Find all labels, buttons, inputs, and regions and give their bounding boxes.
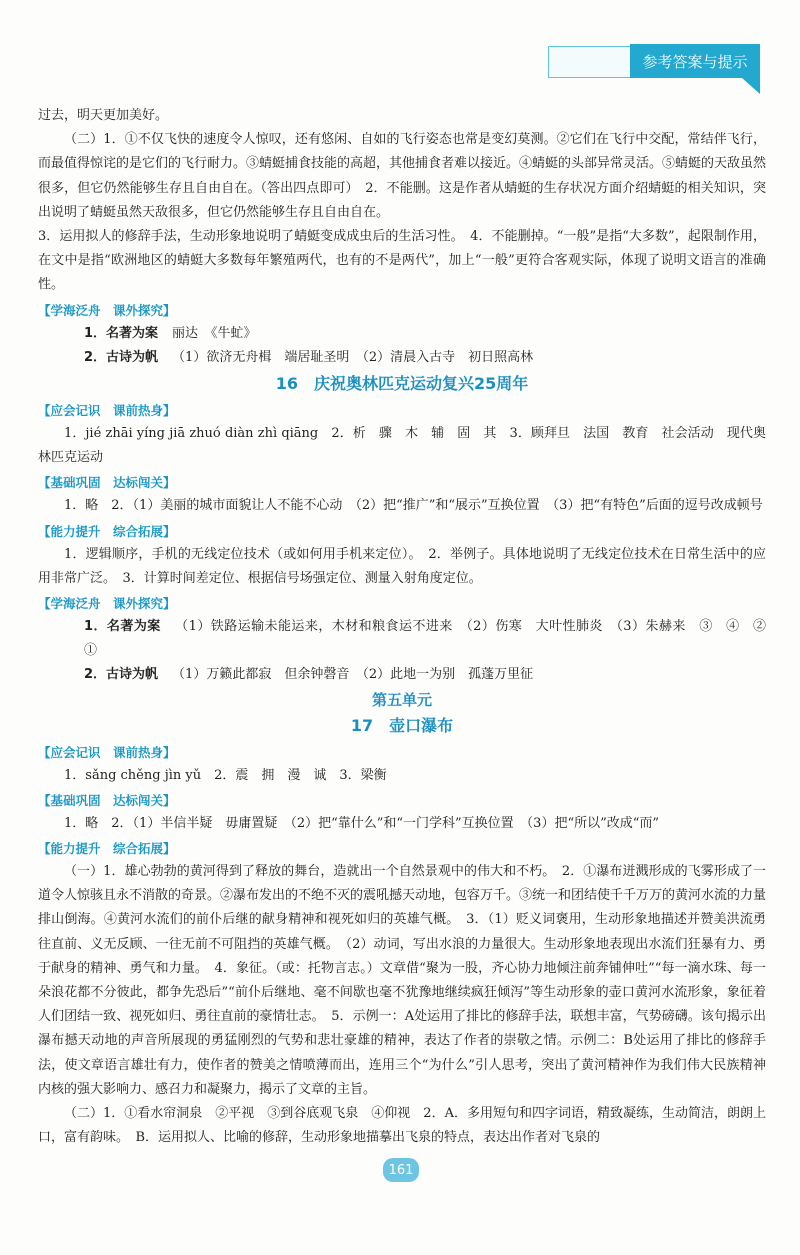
paragraph: （一）1．雄心勃勃的黄河得到了释放的舞台，造就出一个自然景观中的伟大和不朽。 2．①瀑布迸溅形成的飞雾形成了一道令人惊骇且永不消散的奇景。②瀑布发出的不绝不灭的震吼撼天动地，包容万千。③统一和团结使千千万万的黄河水流的力量排山倒海。④黄河水流们的前仆后继的献身精神和视死如归的英雄气概。 3．（1）贬义词褒用，生动形象地描述并赞美洪流勇往直前、义无反顾、一往无前不可阻挡的英雄气概。 （2）动词，写出水浪的力量很大。生动形象地表现出水流们狂暴有力、勇于献身的精神、勇气和力量。 4．象征。（或：托物言志。）文章借“聚为一股，齐心协力地倾注前奔铺伸吐”“每一滴水珠、每一朵浪花都不分彼此，都争先恐后”“前仆后继地、毫不间歇也毫不犹豫地继续疯狂倾泻”等生动形象的壶口黄河水流形象，象征着人们团结一致、视死如归、勇往直前的豪情壮志。 5．示例一：A处运用了排比的修辞手法，联想丰富，气势磅礴。该句揭示出瀑布撼天动地的声音所展现的勇猛刚烈的气势和悲壮豪雄的精神，表达了作者的崇敬之情。示例二：B处运用了排比的修辞手法，使文章语言雄壮有力，使作者的赞美之情喷薄而出，连用三个“为什么”引人思考，突出了黄河精神作为我们伟大民族精神内核的强大影响力、感召力和凝聚力，揭示了文章的主旨。 — [38, 864, 767, 1097]
page-number: 161 — [383, 1158, 419, 1182]
answer-item — [38, 615, 780, 663]
item-text: （1）铁路运输未能运来，木材和粮食运不进来 （2）伤寒 大叶性肺炎 （3）朱赫来 ③ ④ ② ① — [84, 619, 780, 659]
answer-item — [38, 346, 766, 370]
answer-item — [38, 663, 766, 687]
paragraph: 1．略 2．（1）半信半疑 毋庸置疑 （2）把“靠什么”和“一门学科”互换位置 （3）把“所以”改成“而” — [64, 815, 660, 831]
answer-content — [38, 104, 780, 1151]
paragraph: 1．sǎng chěng jìn yǔ 2．震 拥 漫 诚 3．梁衡 — [64, 767, 387, 783]
section-heading: 【能力提升 综合拓展】 — [38, 523, 176, 539]
item-text: （1）欲济无舟楫 端居耻圣明 （2）清晨入古寺 初日照高林 — [172, 349, 534, 365]
header-corner — [742, 78, 760, 94]
answer-item — [38, 322, 766, 346]
section-heading: 【学海泛舟 课外探究】 — [38, 302, 176, 318]
section-heading: 【学海泛舟 课外探究】 — [38, 596, 176, 612]
header-frame — [548, 46, 635, 78]
item-text: （1）万籁此都寂 但余钟磬音 （2）此地一为别 孤蓬万里征 — [172, 667, 534, 683]
paragraph: （二）1．①看水帘洞泉 ②平视 ③到谷底观飞泉 ④仰视 2．A．多用短句和四字词语，精致凝练，生动简洁，朗朗上口，富有韵味。 B．运用拟人、比喻的修辞，生动形象地描摹出飞泉的特点，表达出作者对飞泉的 — [38, 1106, 766, 1146]
paragraph: 1．逻辑顺序，手机的无线定位技术（或如何用手机来定位）。 2．举例子。具体地说明了无线定位技术在日常生活中的应用非常广泛。 3．计算时间差定位、根据信号场强定位、测量入射角度定位。 — [38, 546, 766, 586]
item-label: 2．古诗为帆 — [84, 349, 159, 365]
item-label: 2．古诗为帆 — [84, 667, 159, 683]
section-heading: 【基础巩固 达标闯关】 — [38, 792, 176, 808]
item-label: 1．名著为案 — [84, 325, 159, 341]
paragraph: 3．运用拟人的修辞手法，生动形象地说明了蜻蜓变成成虫后的生活习性。 4．不能删掉。“一般”是指“大多数”，起限制作用，在文中是指“欧洲地区的蜻蜓大多数每年繁殖两代，也有的不是两代”，加上“一般”更符合客观实际，体现了说明文语言的准确性。 — [38, 229, 766, 293]
lesson-title: 17 壶口瀑布 — [350, 715, 454, 735]
paragraph: （二）1．①不仅飞快的速度令人惊叹，还有悠闲、自如的飞行姿态也常是变幻莫测。②它们在飞行中交配，常结伴飞行，而最值得惊诧的是它们的飞行耐力。③蜻蜓捕食技能的高超，其他捕食者难以接近。④蜻蜓的头部异常灵活。⑤蜻蜓的天敌虽然很多，但它仍然能够生存且自由自在。（答出四点即可） 2．不能删。这是作者从蜻蜓的生存状况方面介绍蜻蜓的相关知识，突出说明了蜻蜓虽然天敌很多，但它仍然能够生存且自由自在。 — [38, 132, 767, 220]
item-label: 1．名著为案 — [84, 619, 161, 635]
paragraph: 过去，明天更加美好。 — [38, 108, 169, 123]
lesson-title: 16 庆祝奥林匹克运动复兴25周年 — [275, 374, 529, 394]
section-heading: 【能力提升 综合拓展】 — [38, 841, 176, 857]
unit-title: 第五单元 — [371, 690, 432, 709]
header-title: 参考答案与提示 — [630, 44, 760, 78]
paragraph: 1．略 2．（1）美丽的城市面貌让人不能不心动 （2）把“推广”和“展示”互换位置 （3）把“有特色”后面的逗号改成顿号 — [64, 498, 763, 514]
paragraph: 1．jié zhāi yíng jiā zhuó diàn zhì qiāng 2．析 骤 木 辅 固 其 3．顾拜旦 法国 教育 社会活动 现代奥林匹克运动 — [38, 426, 766, 466]
section-heading: 【应会记识 课前热身】 — [38, 403, 176, 419]
section-heading: 【应会记识 课前热身】 — [38, 744, 176, 760]
section-heading: 【基础巩固 达标闯关】 — [38, 475, 176, 491]
item-text: 丽达 《牛虻》 — [172, 325, 257, 341]
